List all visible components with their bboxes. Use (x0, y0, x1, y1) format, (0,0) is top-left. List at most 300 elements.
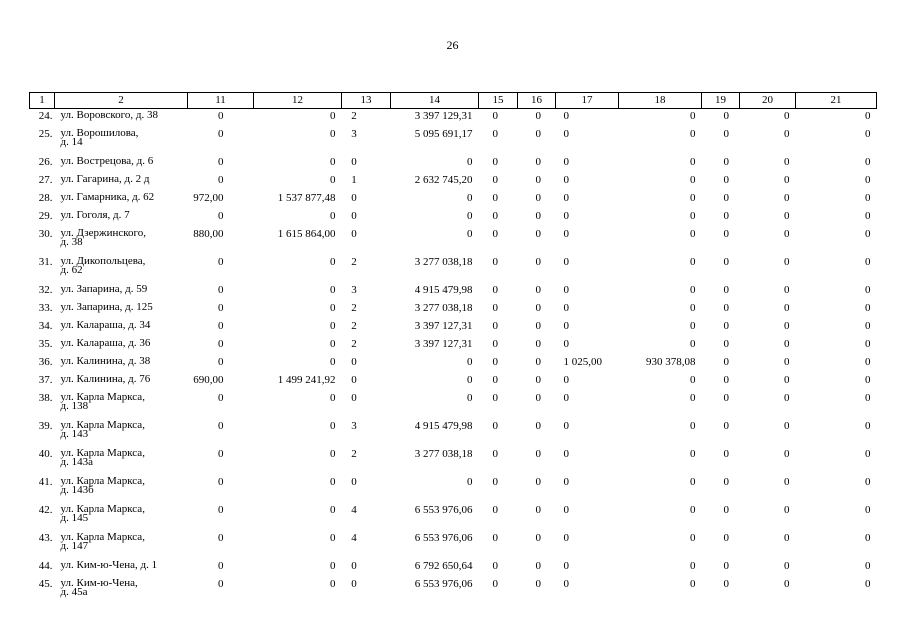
col-15-cell: 0 (492, 577, 498, 590)
col-19-cell: 0 (723, 419, 729, 432)
col-21-cell: 0 (865, 355, 871, 368)
row-number: 28. (38, 191, 53, 204)
col-19-cell: 0 (723, 577, 729, 590)
col-21-cell: 0 (865, 577, 871, 590)
header-cell: 17 (556, 93, 619, 109)
col-20-cell: 0 (784, 531, 790, 544)
col-19-cell: 0 (723, 319, 729, 332)
address-cell: ул. Гоголя, д. 7 (60, 208, 130, 221)
row-number: 29. (38, 209, 53, 222)
header-cell: 20 (740, 93, 796, 109)
col-14-cell: 6 553 976,06 (414, 531, 473, 544)
col-14-cell: 0 (467, 391, 473, 404)
row-number: 42. (38, 503, 53, 516)
col-20-cell: 0 (784, 419, 790, 432)
col-17-cell: 0 (563, 127, 569, 140)
col-13-cell: 1 (351, 173, 357, 186)
col-13-cell: 2 (351, 319, 357, 332)
col-18-cell: 0 (690, 127, 696, 140)
col-12-cell: 0 (330, 255, 336, 268)
col-18-cell: 0 (690, 191, 696, 204)
col-20-cell: 0 (784, 255, 790, 268)
col-21-cell: 0 (865, 373, 871, 386)
col-18-cell: 0 (690, 373, 696, 386)
row-number: 44. (38, 559, 53, 572)
col-20-cell: 0 (784, 355, 790, 368)
data-table (29, 92, 877, 605)
col-12-cell: 1 537 877,48 (277, 191, 336, 204)
col-11-cell: 0 (218, 319, 224, 332)
col-13-cell: 0 (351, 209, 357, 222)
table-row (30, 373, 877, 391)
address-cell: ул. Карла Маркса, д. 147 (60, 530, 145, 552)
col-21-cell: 0 (865, 319, 871, 332)
row-number: 35. (38, 337, 53, 350)
col-11-cell: 690,00 (193, 373, 224, 386)
col-13-cell: 3 (351, 127, 357, 140)
header-cell: 13 (342, 93, 391, 109)
col-13-cell: 0 (351, 391, 357, 404)
col-16-cell: 0 (535, 301, 541, 314)
col-16-cell: 0 (535, 373, 541, 386)
header-cell: 12 (254, 93, 342, 109)
col-21-cell: 0 (865, 173, 871, 186)
address-cell: ул. Дзержинского, д. 38 (60, 226, 147, 248)
col-18-cell: 0 (690, 577, 696, 590)
header-cell: 11 (188, 93, 254, 109)
col-14-cell: 0 (467, 155, 473, 168)
table-row (30, 191, 877, 209)
col-19-cell: 0 (723, 191, 729, 204)
col-16-cell: 0 (535, 110, 541, 122)
header-cell: 18 (619, 93, 702, 109)
col-16-cell: 0 (535, 155, 541, 168)
col-15-cell: 0 (492, 319, 498, 332)
col-14-cell: 0 (467, 373, 473, 386)
col-19-cell: 0 (723, 355, 729, 368)
col-16-cell: 0 (535, 503, 541, 516)
col-19-cell: 0 (723, 391, 729, 404)
col-19-cell: 0 (723, 373, 729, 386)
address-cell: ул. Калинина, д. 76 (60, 372, 151, 385)
address-cell: ул. Карла Маркса, д. 143 (60, 418, 145, 440)
col-11-cell: 0 (218, 559, 224, 572)
address-cell: ул. Карла Маркса, д. 143б (60, 474, 145, 496)
col-17-cell: 0 (563, 209, 569, 222)
col-19-cell: 0 (723, 447, 729, 460)
col-14-cell: 6 553 976,06 (414, 503, 473, 516)
col-12-cell: 0 (330, 283, 336, 296)
col-17-cell: 0 (563, 577, 569, 590)
row-number: 37. (38, 373, 53, 386)
row-number: 45. (38, 577, 53, 590)
col-15-cell: 0 (492, 191, 498, 204)
col-17-cell: 0 (563, 503, 569, 516)
col-13-cell: 3 (351, 283, 357, 296)
col-14-cell: 0 (467, 227, 473, 240)
row-number: 30. (38, 227, 53, 240)
col-16-cell: 0 (535, 255, 541, 268)
col-16-cell: 0 (535, 283, 541, 296)
col-18-cell: 0 (690, 173, 696, 186)
col-18-cell: 930 378,08 (646, 355, 696, 368)
col-12-cell: 0 (330, 209, 336, 222)
col-12-cell: 0 (330, 447, 336, 460)
col-18-cell: 0 (690, 209, 696, 222)
col-11-cell: 0 (218, 391, 224, 404)
col-21-cell: 0 (865, 447, 871, 460)
col-13-cell: 3 (351, 419, 357, 432)
col-18-cell: 0 (690, 155, 696, 168)
col-17-cell: 0 (563, 531, 569, 544)
col-15-cell: 0 (492, 209, 498, 222)
page-number: 26 (446, 38, 459, 52)
col-17-cell: 0 (563, 227, 569, 240)
col-20-cell: 0 (784, 209, 790, 222)
row-number: 24. (38, 110, 53, 122)
row-number: 40. (38, 447, 53, 460)
col-17-cell: 0 (563, 173, 569, 186)
col-11-cell: 0 (218, 447, 224, 460)
address-cell: ул. Калараша, д. 34 (60, 318, 151, 331)
col-18-cell: 0 (690, 559, 696, 572)
col-16-cell: 0 (535, 419, 541, 432)
col-21-cell: 0 (865, 191, 871, 204)
table-row (30, 355, 877, 373)
col-13-cell: 0 (351, 559, 357, 572)
col-21-cell: 0 (865, 301, 871, 314)
col-14-cell: 3 397 127,31 (414, 319, 473, 332)
col-16-cell: 0 (535, 577, 541, 590)
col-20-cell: 0 (784, 475, 790, 488)
col-13-cell: 0 (351, 355, 357, 368)
col-21-cell: 0 (865, 227, 871, 240)
col-14-cell: 2 632 745,20 (414, 173, 473, 186)
col-16-cell: 0 (535, 127, 541, 140)
col-15-cell: 0 (492, 531, 498, 544)
col-20-cell: 0 (784, 391, 790, 404)
address-cell: ул. Карла Маркса, д. 138 (60, 390, 145, 412)
header-cell: 19 (702, 93, 740, 109)
col-11-cell: 0 (218, 419, 224, 432)
col-20-cell: 0 (784, 373, 790, 386)
table-row (30, 503, 877, 531)
col-18-cell: 0 (690, 391, 696, 404)
col-11-cell: 0 (218, 355, 224, 368)
col-16-cell: 0 (535, 227, 541, 240)
col-18-cell: 0 (690, 301, 696, 314)
row-number: 39. (38, 419, 53, 432)
col-17-cell: 0 (563, 191, 569, 204)
col-17-cell: 0 (563, 283, 569, 296)
col-15-cell: 0 (492, 173, 498, 186)
col-20-cell: 0 (784, 447, 790, 460)
col-18-cell: 0 (690, 503, 696, 516)
col-20-cell: 0 (784, 577, 790, 590)
table-row (30, 255, 877, 283)
col-16-cell: 0 (535, 319, 541, 332)
col-13-cell: 0 (351, 227, 357, 240)
col-20-cell: 0 (784, 301, 790, 314)
col-12-cell: 0 (330, 391, 336, 404)
table-row (30, 283, 877, 301)
col-14-cell: 6 792 650,64 (414, 559, 473, 572)
row-number: 41. (38, 475, 53, 488)
col-19-cell: 0 (723, 503, 729, 516)
col-15-cell: 0 (492, 255, 498, 268)
col-16-cell: 0 (535, 391, 541, 404)
address-cell: ул. Запарина, д. 59 (60, 282, 148, 295)
col-17-cell: 0 (563, 155, 569, 168)
address-cell: ул. Воровского, д. 38 (60, 109, 158, 121)
table-row (30, 475, 877, 503)
col-11-cell: 0 (218, 209, 224, 222)
col-11-cell: 0 (218, 255, 224, 268)
col-12-cell: 0 (330, 577, 336, 590)
col-15-cell: 0 (492, 391, 498, 404)
col-12-cell: 0 (330, 127, 336, 140)
col-12-cell: 0 (330, 355, 336, 368)
col-14-cell: 0 (467, 209, 473, 222)
col-13-cell: 0 (351, 475, 357, 488)
col-19-cell: 0 (723, 531, 729, 544)
col-14-cell: 6 553 976,06 (414, 577, 473, 590)
col-17-cell: 0 (563, 391, 569, 404)
table-row (30, 319, 877, 337)
col-21-cell: 0 (865, 209, 871, 222)
col-21-cell: 0 (865, 419, 871, 432)
header-cell: 14 (391, 93, 479, 109)
col-14-cell: 3 277 038,18 (414, 301, 473, 314)
address-cell: ул. Карла Маркса, д. 145 (60, 502, 145, 524)
row-number: 26. (38, 155, 53, 168)
col-20-cell: 0 (784, 173, 790, 186)
col-12-cell: 0 (330, 337, 336, 350)
header-cell: 15 (479, 93, 518, 109)
address-cell: ул. Ворошилова, д. 14 (60, 126, 139, 148)
row-number: 38. (38, 391, 53, 404)
col-14-cell: 4 915 479,98 (414, 419, 473, 432)
col-18-cell: 0 (690, 419, 696, 432)
col-19-cell: 0 (723, 127, 729, 140)
col-15-cell: 0 (492, 337, 498, 350)
col-19-cell: 0 (723, 283, 729, 296)
col-14-cell: 5 095 691,17 (414, 127, 473, 140)
col-17-cell: 0 (563, 419, 569, 432)
table-row (30, 419, 877, 447)
col-12-cell: 0 (330, 475, 336, 488)
col-17-cell: 0 (563, 337, 569, 350)
col-16-cell: 0 (535, 559, 541, 572)
col-14-cell: 3 397 129,31 (414, 110, 473, 122)
col-11-cell: 0 (218, 531, 224, 544)
col-16-cell: 0 (535, 447, 541, 460)
col-21-cell: 0 (865, 127, 871, 140)
table-header-row (30, 93, 877, 109)
row-number: 34. (38, 319, 53, 332)
header-cell: 2 (55, 93, 188, 109)
table-row (30, 559, 877, 577)
col-13-cell: 2 (351, 255, 357, 268)
address-cell: ул. Ким-ю-Чена, д. 45а (60, 576, 138, 598)
col-11-cell: 0 (218, 155, 224, 168)
col-11-cell: 0 (218, 577, 224, 590)
col-13-cell: 0 (351, 577, 357, 590)
col-13-cell: 0 (351, 191, 357, 204)
col-12-cell: 0 (330, 531, 336, 544)
col-15-cell: 0 (492, 155, 498, 168)
col-15-cell: 0 (492, 110, 498, 122)
row-number: 32. (38, 283, 53, 296)
col-12-cell: 1 499 241,92 (277, 373, 336, 386)
col-11-cell: 0 (218, 301, 224, 314)
table-row (30, 127, 877, 155)
col-20-cell: 0 (784, 227, 790, 240)
col-11-cell: 0 (218, 283, 224, 296)
col-17-cell: 0 (563, 301, 569, 314)
table-row (30, 447, 877, 475)
col-21-cell: 0 (865, 531, 871, 544)
table-row (30, 155, 877, 173)
col-16-cell: 0 (535, 475, 541, 488)
col-14-cell: 3 277 038,18 (414, 447, 473, 460)
col-13-cell: 0 (351, 155, 357, 168)
header-cell: 16 (518, 93, 556, 109)
table-row (30, 209, 877, 227)
col-14-cell: 0 (467, 355, 473, 368)
col-15-cell: 0 (492, 447, 498, 460)
table-row (30, 109, 877, 127)
col-20-cell: 0 (784, 283, 790, 296)
col-20-cell: 0 (784, 127, 790, 140)
row-number: 25. (38, 127, 53, 140)
col-18-cell: 0 (690, 337, 696, 350)
col-18-cell: 0 (690, 110, 696, 122)
col-13-cell: 2 (351, 110, 357, 122)
address-cell: ул. Дикопольцева, д. 62 (60, 254, 146, 276)
col-21-cell: 0 (865, 337, 871, 350)
col-13-cell: 2 (351, 447, 357, 460)
col-18-cell: 0 (690, 227, 696, 240)
table-row (30, 227, 877, 255)
address-cell: ул. Гагарина, д. 2 д (60, 172, 150, 185)
address-cell: ул. Гамарника, д. 62 (60, 190, 155, 203)
col-16-cell: 0 (535, 173, 541, 186)
col-12-cell: 0 (330, 319, 336, 332)
col-16-cell: 0 (535, 337, 541, 350)
col-19-cell: 0 (723, 337, 729, 350)
col-11-cell: 0 (218, 337, 224, 350)
col-15-cell: 0 (492, 503, 498, 516)
col-20-cell: 0 (784, 110, 790, 122)
col-15-cell: 0 (492, 355, 498, 368)
row-number: 33. (38, 301, 53, 314)
col-17-cell: 0 (563, 255, 569, 268)
col-11-cell: 0 (218, 475, 224, 488)
address-cell: ул. Вострецова, д. 6 (60, 154, 154, 167)
col-17-cell: 0 (563, 373, 569, 386)
col-21-cell: 0 (865, 559, 871, 572)
header-cell: 21 (796, 93, 877, 109)
row-number: 36. (38, 355, 53, 368)
col-20-cell: 0 (784, 319, 790, 332)
col-19-cell: 0 (723, 559, 729, 572)
col-20-cell: 0 (784, 337, 790, 350)
col-20-cell: 0 (784, 559, 790, 572)
row-number: 43. (38, 531, 53, 544)
col-15-cell: 0 (492, 283, 498, 296)
col-13-cell: 4 (351, 503, 357, 516)
col-20-cell: 0 (784, 155, 790, 168)
address-cell: ул. Ким-ю-Чена, д. 1 (60, 558, 158, 571)
col-20-cell: 0 (784, 503, 790, 516)
col-21-cell: 0 (865, 503, 871, 516)
col-15-cell: 0 (492, 475, 498, 488)
col-17-cell: 0 (563, 110, 569, 122)
col-13-cell: 2 (351, 301, 357, 314)
table-row (30, 391, 877, 419)
col-12-cell: 0 (330, 110, 336, 122)
address-cell: ул. Калинина, д. 38 (60, 354, 151, 367)
table-row (30, 301, 877, 319)
col-20-cell: 0 (784, 191, 790, 204)
col-13-cell: 0 (351, 373, 357, 386)
col-18-cell: 0 (690, 531, 696, 544)
col-12-cell: 0 (330, 155, 336, 168)
col-17-cell: 0 (563, 559, 569, 572)
col-17-cell: 0 (563, 447, 569, 460)
table-row (30, 173, 877, 191)
table-row (30, 531, 877, 559)
col-12-cell: 0 (330, 301, 336, 314)
col-21-cell: 0 (865, 283, 871, 296)
col-19-cell: 0 (723, 255, 729, 268)
col-19-cell: 0 (723, 173, 729, 186)
col-18-cell: 0 (690, 447, 696, 460)
col-21-cell: 0 (865, 475, 871, 488)
address-cell: ул. Запарина, д. 125 (60, 300, 153, 313)
col-15-cell: 0 (492, 127, 498, 140)
col-18-cell: 0 (690, 283, 696, 296)
header-cell: 1 (30, 93, 55, 109)
col-12-cell: 0 (330, 503, 336, 516)
col-13-cell: 2 (351, 337, 357, 350)
col-17-cell: 0 (563, 475, 569, 488)
col-15-cell: 0 (492, 419, 498, 432)
row-number: 27. (38, 173, 53, 186)
col-21-cell: 0 (865, 110, 871, 122)
col-12-cell: 0 (330, 419, 336, 432)
col-16-cell: 0 (535, 191, 541, 204)
col-15-cell: 0 (492, 227, 498, 240)
col-11-cell: 0 (218, 127, 224, 140)
col-19-cell: 0 (723, 475, 729, 488)
col-19-cell: 0 (723, 209, 729, 222)
row-number: 31. (38, 255, 53, 268)
col-15-cell: 0 (492, 373, 498, 386)
col-19-cell: 0 (723, 110, 729, 122)
col-18-cell: 0 (690, 319, 696, 332)
col-12-cell: 0 (330, 559, 336, 572)
col-16-cell: 0 (535, 209, 541, 222)
col-11-cell: 0 (218, 173, 224, 186)
col-16-cell: 0 (535, 355, 541, 368)
col-19-cell: 0 (723, 227, 729, 240)
col-21-cell: 0 (865, 255, 871, 268)
col-17-cell: 1 025,00 (563, 355, 602, 368)
address-cell: ул. Карла Маркса, д. 143а (60, 446, 145, 468)
table-row (30, 337, 877, 355)
